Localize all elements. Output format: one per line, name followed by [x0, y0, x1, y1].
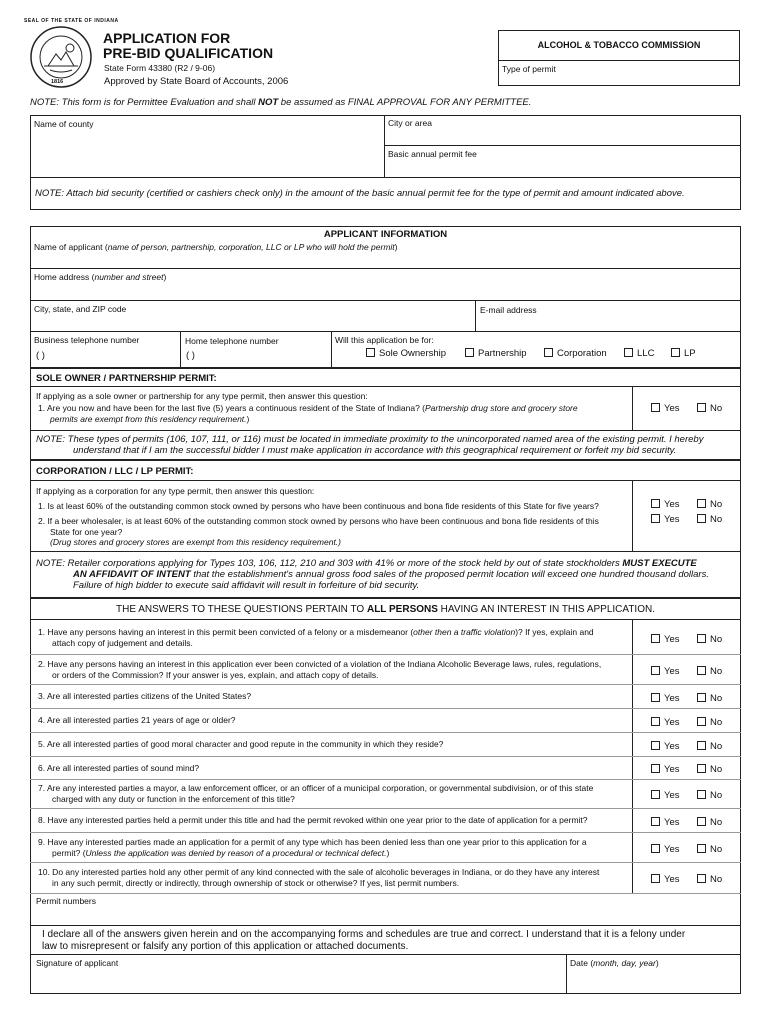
no-option[interactable]: No [697, 666, 743, 677]
all-persons-q3-yes-no [651, 693, 743, 704]
question-divider [30, 756, 741, 757]
question-divider [30, 832, 741, 833]
all-persons-q5-yes-no [651, 741, 743, 752]
home-address-field[interactable] [31, 283, 740, 299]
no-option[interactable]: No [697, 514, 743, 525]
yes-option[interactable]: Yes [651, 790, 697, 801]
name-of-county-field[interactable] [31, 130, 383, 176]
question-divider [30, 708, 741, 709]
no-option[interactable]: No [697, 634, 743, 645]
corporation-q1: 1. Is at least 60% of the outstanding common stock owned by persons who have been continuous and bona fide residents of this State for five years? [38, 501, 599, 511]
lp-option[interactable]: LP [671, 348, 696, 359]
date-field[interactable] [567, 969, 740, 993]
all-persons-q2: 2. Have any persons having an interest in this application ever been convicted of a violation of the Indiana Alcoholic Beverage laws, rules, regulations, or orders of the Commission? If your answer is yes, explain, and attach copy of details. [38, 659, 602, 680]
no-checkbox[interactable] [697, 790, 706, 799]
all-persons-q7-yes-no [651, 790, 743, 801]
sole-owner-intro: If applying as a sole owner or partnership for any type permit, then answer this question: [36, 391, 368, 401]
yes-checkbox[interactable] [651, 634, 660, 643]
declaration-text: I declare all of the answers given herein and on the accompanying forms and schedules are true and correct. I understand that it is a felony under law to misrepresent or falsify any portion of this application or attached documents. [42, 929, 686, 952]
sole-owner-q1-yes-no [651, 403, 743, 414]
seal-text: SEAL OF THE STATE OF INDIANA [24, 18, 119, 24]
yes-option[interactable]: Yes [651, 666, 697, 677]
no-option[interactable]: No [697, 741, 743, 752]
sole-owner-heading: SOLE OWNER / PARTNERSHIP PERMIT: [36, 373, 217, 384]
yes-checkbox[interactable] [651, 693, 660, 702]
question-divider [30, 808, 741, 809]
application-for-label: Will this application be for: [335, 335, 434, 345]
home-address-label: Home address (number and street) [34, 272, 167, 282]
question-divider [30, 862, 741, 863]
yes-checkbox[interactable] [651, 717, 660, 726]
city-or-area-label: City or area [388, 118, 432, 128]
all-persons-q2-yes-no [651, 666, 743, 677]
question-divider [30, 779, 741, 780]
basic-fee-field[interactable] [385, 160, 740, 176]
sole-ownership-option[interactable]: Sole Ownership [366, 348, 446, 359]
yes-option[interactable]: Yes [651, 844, 697, 855]
no-checkbox[interactable] [697, 844, 706, 853]
all-persons-heading: THE ANSWERS TO THESE QUESTIONS PERTAIN TO ALL PERSONS HAVING AN INTEREST IN THIS APPLICATION. [115, 604, 655, 615]
seal-year: 1816 [51, 79, 64, 85]
city-state-zip-field[interactable] [31, 315, 474, 330]
yes-option[interactable]: Yes [651, 693, 697, 704]
type-of-permit-label: Type of permit [502, 64, 556, 74]
yes-checkbox[interactable] [651, 514, 660, 523]
no-checkbox[interactable] [697, 634, 706, 643]
sole-owner-note: NOTE: These types of permits (106, 107, 111, or 116) must be located in immediate proximity to the unincorporated named area of the existing permit. I hereby understand that if I am the successful bidder I must make application in accordance with this geographical requirement or forfeit my bid security. [36, 434, 704, 456]
corporation-q1-yes-no [651, 499, 743, 510]
no-option[interactable]: No [697, 764, 743, 775]
all-persons-q10-yes-no [651, 874, 743, 885]
yes-checkbox[interactable] [651, 666, 660, 675]
all-persons-q6-yes-no [651, 764, 743, 775]
llc-option[interactable]: LLC [624, 348, 654, 359]
yes-option[interactable]: Yes [651, 817, 697, 828]
no-checkbox[interactable] [697, 693, 706, 702]
question-divider [30, 654, 741, 655]
no-checkbox[interactable] [697, 403, 706, 412]
yes-option[interactable]: Yes [651, 514, 697, 525]
no-option[interactable]: No [697, 717, 743, 728]
form-title-line2: PRE-BID QUALIFICATION [103, 45, 274, 61]
yes-checkbox[interactable] [651, 874, 660, 883]
yes-option[interactable]: Yes [651, 634, 697, 645]
no-checkbox[interactable] [697, 874, 706, 883]
signature-field[interactable] [31, 969, 565, 993]
email-label: E-mail address [480, 305, 537, 315]
no-checkbox[interactable] [697, 764, 706, 773]
date-label: Date (month, day, year) [570, 958, 659, 968]
all-persons-q9: 9. Have any interested parties made an application for a permit of any type which has been denied less than one year prior to this application for a permit? (Unless the application was denied by reason of a procedural or technical defect.) [38, 837, 587, 858]
applicant-name-field[interactable] [31, 253, 740, 267]
all-persons-q8: 8. Have any interested parties held a permit under this title and had the permit revoked within one year prior to the date of application for a permit? [38, 815, 588, 825]
question-divider [30, 684, 741, 685]
applicant-heading: APPLICANT INFORMATION [323, 229, 448, 240]
permit-numbers-field[interactable] [31, 907, 740, 925]
sole-ownership-checkbox[interactable] [366, 348, 375, 357]
no-option[interactable]: No [697, 874, 743, 885]
lp-checkbox[interactable] [671, 348, 680, 357]
yes-checkbox[interactable] [651, 790, 660, 799]
all-persons-q4-yes-no [651, 717, 743, 728]
no-checkbox[interactable] [697, 717, 706, 726]
home-phone-field[interactable]: ( ) [186, 350, 195, 361]
no-checkbox[interactable] [697, 741, 706, 750]
no-checkbox[interactable] [697, 514, 706, 523]
corporation-q2-yes-no [651, 514, 743, 525]
corporation-heading: CORPORATION / LLC / LP PERMIT: [36, 466, 194, 477]
name-of-county-label: Name of county [34, 119, 94, 129]
all-persons-q1: 1. Have any persons having an interest in this permit been convicted of a felony or a misdemeanor (other then a traffic violation)? If yes, explain and attach copy of judgement and details. [38, 627, 594, 648]
no-checkbox[interactable] [697, 499, 706, 508]
partnership-checkbox[interactable] [465, 348, 474, 357]
no-option[interactable]: No [697, 844, 743, 855]
agency-name: ALCOHOL & TOBACCO COMMISSION [537, 40, 701, 50]
home-phone-label: Home telephone number [185, 336, 279, 346]
yes-option[interactable]: Yes [651, 403, 697, 414]
yes-option[interactable]: Yes [651, 741, 697, 752]
all-persons-q6: 6. Are all interested parties of sound mind? [38, 763, 200, 773]
yes-checkbox[interactable] [651, 499, 660, 508]
bid-security-note: NOTE: Attach bid security (certified or cashiers check only) in the amount of the basic annual permit fee for the type of permit and amount indicated above. [35, 188, 685, 199]
yes-checkbox[interactable] [651, 403, 660, 412]
no-option[interactable]: No [697, 693, 743, 704]
all-persons-q1-yes-no [651, 634, 743, 645]
business-phone-label: Business telephone number [34, 335, 140, 345]
yes-option[interactable]: Yes [651, 499, 697, 510]
all-persons-q3: 3. Are all interested parties citizens of the United States? [38, 691, 252, 701]
email-field[interactable] [476, 316, 740, 330]
business-phone-field[interactable]: ( ) [36, 350, 45, 361]
form-title-line1: APPLICATION FOR [103, 30, 231, 46]
all-persons-q9-yes-no [651, 844, 743, 855]
corporation-note: NOTE: Retailer corporations applying for Types 103, 106, 112, 210 and 303 with 41% or more of the stock held by out of state stockholders MUST EXECUTE AN AFFIDAVIT OF INTENT that the establishment's annual gross food sales of the proposed permit location will exceed one hundred thousand dollars. Failure of high bidder to execute said affidavit will result in forfeiture of bid security. [36, 558, 709, 591]
sole-owner-q1: 1. Are you now and have been for the last five (5) years a continuous resident of the State of Indiana? (Partnership drug store and grocery store permits are exempt from this residency requirement.) [38, 403, 578, 424]
yes-option[interactable]: Yes [651, 764, 697, 775]
corporation-option[interactable]: Corporation [544, 348, 607, 359]
all-persons-q5: 5. Are all interested parties of good moral character and good repute in the community in which they reside? [38, 739, 444, 749]
partnership-option[interactable]: Partnership [465, 348, 527, 359]
all-persons-q8-yes-no [651, 817, 743, 828]
permit-numbers-label: Permit numbers [36, 896, 96, 906]
city-state-zip-label: City, state, and ZIP code [34, 304, 127, 314]
yes-checkbox[interactable] [651, 741, 660, 750]
all-persons-q10: 10. Do any interested parties hold any other permit of any kind connected with the sale of alcoholic beverages in Indiana, or do they have any interest in any such permit, directly or indirectly, through ownership of stock or otherwise? If yes, list permit numbers. [38, 867, 600, 888]
no-option[interactable]: No [697, 403, 743, 414]
form-number: State Form 43380 (R2 / 9-06) [104, 63, 216, 73]
applicant-name-label: Name of applicant (name of person, partnership, corporation, LLC or LP who will hold the permit) [34, 242, 398, 252]
yes-option[interactable]: Yes [651, 717, 697, 728]
corporation-q2: 2. If a beer wholesaler, is at least 60% of the outstanding common stock owned by persons who have been continuous and bona fide residents of this State for one year? (Drug stores and grocery stores are exempt from this residency requirement.) [38, 516, 599, 547]
city-or-area-field[interactable] [385, 129, 740, 144]
no-checkbox[interactable] [697, 666, 706, 675]
yes-checkbox[interactable] [651, 844, 660, 853]
all-persons-q4: 4. Are all interested parties 21 years of age or older? [38, 715, 236, 725]
approval-text: Approved by State Board of Accounts, 2006 [104, 76, 289, 87]
no-option[interactable]: No [697, 817, 743, 828]
no-option[interactable]: No [697, 499, 743, 510]
top-note: NOTE: This form is for Permittee Evaluation and shall NOT be assumed as FINAL APPROVAL FOR ANY PERMITTEE. [30, 97, 532, 108]
yes-checkbox[interactable] [651, 817, 660, 826]
type-of-permit-field[interactable] [499, 74, 739, 85]
signature-label: Signature of applicant [36, 958, 119, 968]
yes-option[interactable]: Yes [651, 874, 697, 885]
corporation-intro: If applying as a corporation for any type permit, then answer this question: [36, 486, 315, 496]
yes-checkbox[interactable] [651, 764, 660, 773]
basic-fee-label: Basic annual permit fee [388, 149, 477, 159]
corporation-checkbox[interactable] [544, 348, 553, 357]
all-persons-q7: 7. Are any interested parties a mayor, a law enforcement officer, or an officer of a municipal corporation, or governmental subdivision, or of this state charged with any duty or function in the enforcement of this title? [38, 783, 594, 804]
llc-checkbox[interactable] [624, 348, 633, 357]
no-checkbox[interactable] [697, 817, 706, 826]
question-divider [30, 732, 741, 733]
no-option[interactable]: No [697, 790, 743, 801]
question-divider [30, 893, 741, 894]
